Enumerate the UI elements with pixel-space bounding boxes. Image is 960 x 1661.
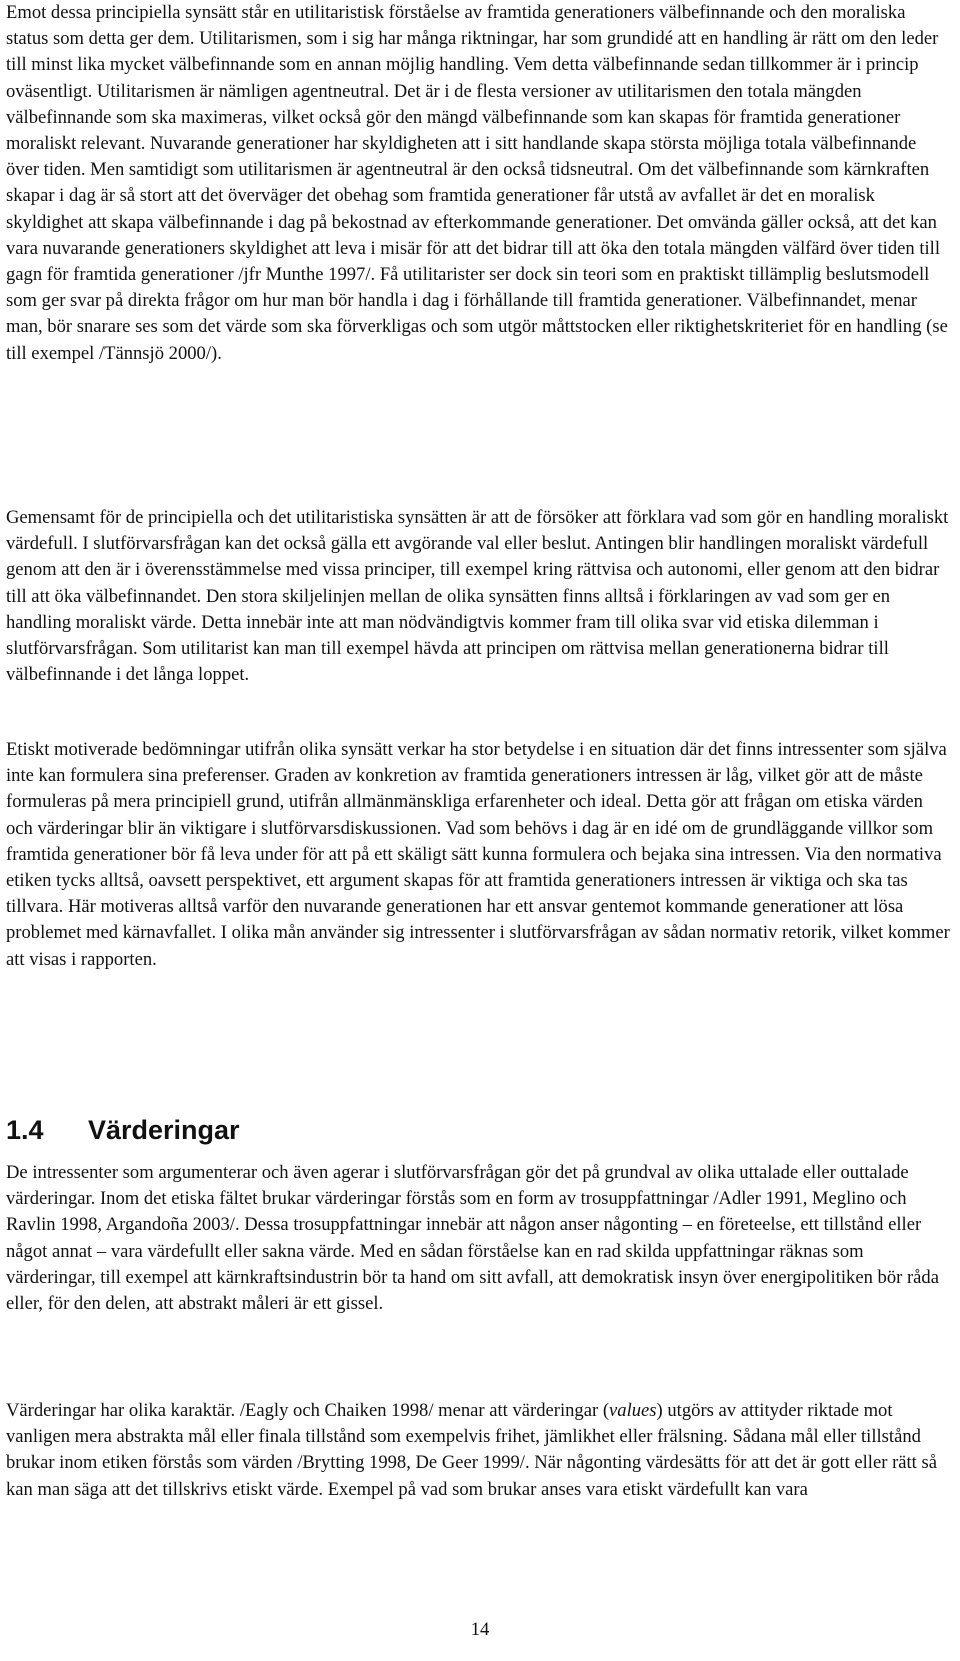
- body-paragraph: De intressenter som argumenterar och även agerar i slutförvarsfrågan gör det på grundval av olika uttalade eller outtalade värderingar. Inom det etiska fältet brukar värderingar förstås som en form av trosuppfattningar /Adler 1991, Meglino och Ravlin 1998, Argandoña 2003/. Dessa trosuppfattningar innebär att någon anser någonting – en företeelse, ett tillstånd eller något annat – vara värdefullt eller sakna värde. Med en sådan förståelse kan en rad skilda uppfattningar räknas som värderingar, till exempel att kärnkraftsindustrin bör ta hand om sitt avfall, att demokratisk insyn över energipolitiken bör råda eller, för den delen, att abstrakt måleri är ett gissel.: [6, 1162, 939, 1315]
- section-number: 1.4: [6, 1115, 44, 1145]
- page-number: 14: [470, 1619, 490, 1640]
- body-paragraph: Etiskt motiverade bedömningar utifrån olika synsätt verkar ha stor betydelse i en situation där det finns intressenter som själva inte kan formulera sina preferenser. Graden av konkretion av framtida generationers intressen är låg, vilket gör att de måste formuleras på mera principiell grund, utifrån allmänmänskliga erfarenheter och ideal. Detta gör att frågan om etiska värden och värderingar blir än viktigare i slutförvarsdiskussionen. Vad som behövs i dag är en idé om de grundläggande villkor som framtida generationer bör få leva under för att på ett skäligt sätt kunna formulera och bejaka sina intressen. Via den normativa etiken tycks alltså, oavsett perspektivet, ett argument skapas för att framtida generationers intressen är viktiga och ska tas tillvara. Här motiveras alltså varför den nuvarande generationen har ett ansvar gentemot kommande generationer att lösa problemet med kärnavfallet. I olika mån använder sig intressenter i slutförvarsfrågan av sådan normativ retorik, vilket kommer att visas i rapporten.: [6, 739, 950, 970]
- paragraph-text: Värderingar har olika karaktär. /Eagly och Chaiken 1998/ menar att värderingar (: [6, 1400, 610, 1421]
- body-paragraph: Gemensamt för de principiella och det utilitaristiska synsätten är att de försöker att förklara vad som gör en handling moraliskt värdefull. I slutförvarsfrågan kan det också gälla ett avgörande val eller beslut. Antingen blir handlingen moraliskt värdefull genom att den är i överensstämmelse med vissa principer, till exempel kring rättvisa och autonomi, eller genom att den bidrar till att öka välbefinnandet. Den stora skiljelinjen mellan de olika synsätten finns alltså i förklaringen av vad som ger en handling moraliskt värde. Detta innebär inte att man nödvändigtvis kommer fram till olika svar vid etiska dilemman i slutförvarsfrågan. Som utilitarist kan man till exempel hävda att principen om rättvisa mellan generationerna bidrar till välbefinnande i det långa loppet.: [6, 507, 949, 686]
- italic-term: values: [609, 1400, 657, 1421]
- body-paragraph: [6, 1398, 950, 1503]
- paragraph-text: ) utgörs av attityder riktade mot vanligen mera abstrakta mål eller finala tillstånd som exempelvis frihet, jämlikhet eller frälsning. Sådana mål eller tillstånd brukar inom etiken förstås som värden /Brytting 1998, De Geer 1999/. När någonting värdesätts för att det är gott eller rätt så kan man säga att det tillskrivs etiskt värde. Exempel på vad som brukar anses vara etiskt värdefullt kan vara: [6, 1400, 937, 1500]
- section-title: Värderingar: [88, 1115, 240, 1145]
- section-heading: [6, 1114, 240, 1146]
- body-paragraph: Emot dessa principiella synsätt står en utilitaristisk förståelse av framtida generationers välbefinnande och den moraliska status som detta ger dem. Utilitarismen, som i sig har många riktningar, har som grundidé att en handling är rätt om den leder till minst lika mycket välbefinnande som en annan möjlig handling. Vem detta välbefinnande sedan tillkommer är i princip oväsentligt. Utilitarismen är nämligen agentneutral. Det är i de flesta versioner av utilitarismen den totala mängden välbefinnande som ska maximeras, vilket också gör den mängd välbefinnande som kan skapas för framtida generationer moraliskt relevant. Nuvarande generationer har skyldigheten att i sitt handlande skapa största möjliga totala välbefinnande över tiden. Men samtidigt som utilitarismen är agentneutral är den också tidsneutral. Om det välbefinnande som kärnkraften skapar i dag är så stort att det överväger det obehag som framtida generationer får utstå av avfallet är det en moralisk skyldighet att skapa välbefinnande i dag på bekostnad av efterkommande generationer. Det omvända gäller också, att det kan vara nuvarande generationers skyldighet att leva i misär för att det bidrar till att öka den totala mängden välfärd över tiden till gagn för framtida generationer /jfr Munthe 1997/. Få utilitarister ser dock sin teori som en praktiskt tillämplig beslutsmodell som ger svar på direkta frågor om hur man bör handla i dag i förhållande till framtida generationer. Välbefinnandet, menar man, bör snarare ses som det värde som ska förverkligas och som utgör måttstocken eller riktighetskriteriet för en handling (se till exempel /Tännsjö 2000/).: [6, 2, 948, 364]
